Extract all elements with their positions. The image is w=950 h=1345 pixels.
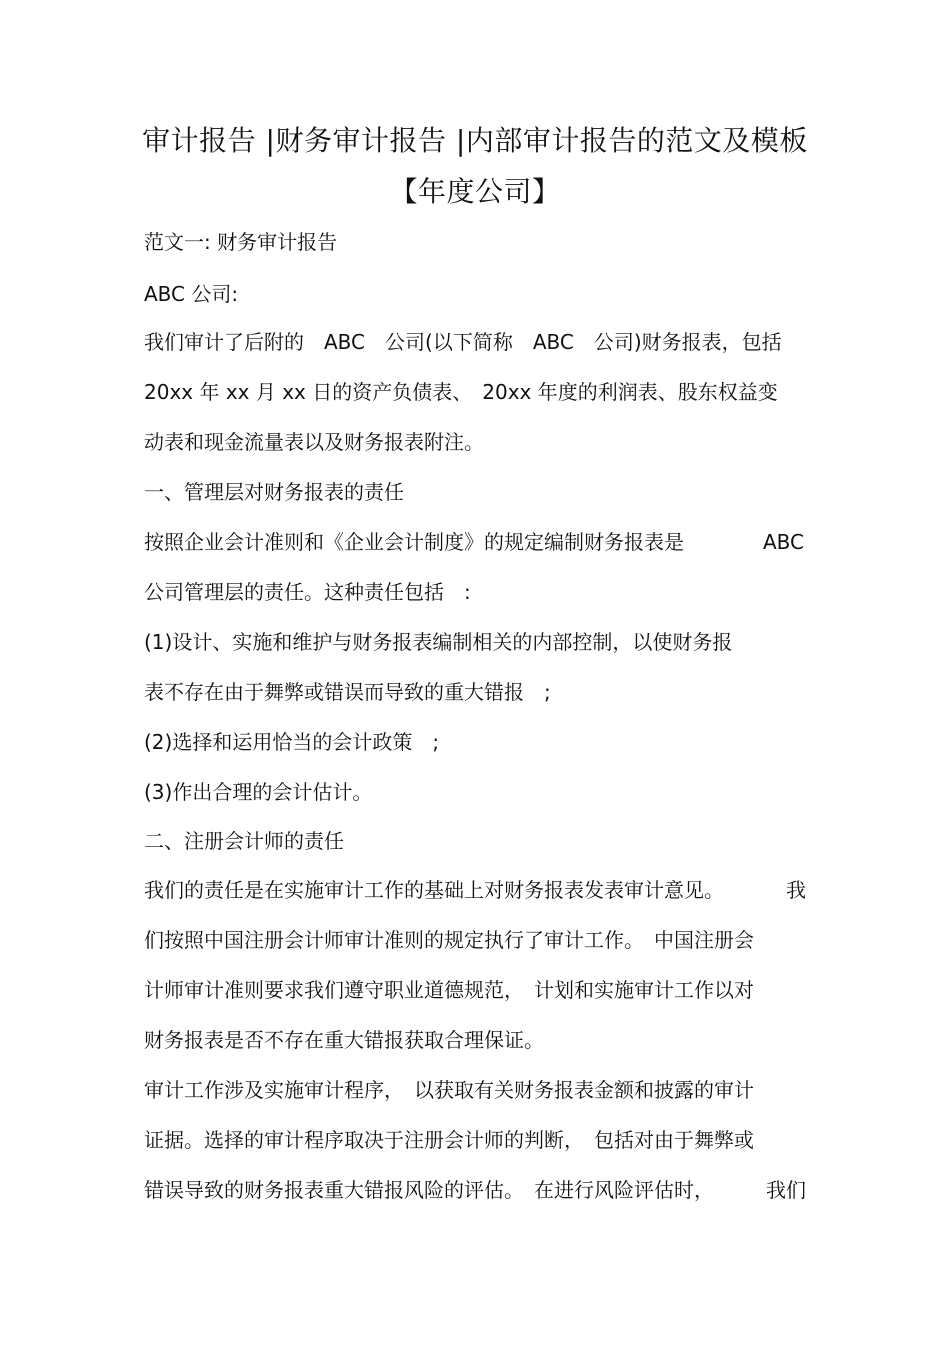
line-text-end: 我	[786, 878, 806, 902]
paragraph-line	[144, 875, 806, 905]
paragraph-line: 审计工作涉及实施审计程序， 以获取有关财务报表金额和披露的审计	[144, 1078, 754, 1102]
paragraph-line	[144, 1175, 806, 1205]
section-heading-auditor-responsibility: 二、注册会计师的责任	[144, 829, 344, 853]
line-text-end: 我们	[766, 1178, 806, 1202]
list-item-1-continued: 表不存在由于舞弊或错误而导致的重大错报 ;	[144, 680, 551, 704]
paragraph-line: 动表和现金流量表以及财务报表附注。	[144, 430, 484, 454]
paragraph-line: 我们审计了后附的 ABC 公司(以下简称 ABC 公司)财务报表，包括	[144, 330, 782, 354]
list-item-3: (3)作出合理的会计估计。	[144, 780, 373, 804]
paragraph-line: 20xx 年 xx 月 xx 日的资产负债表、 20xx 年度的利润表、股东权益变	[144, 380, 778, 404]
paragraph-line: 们按照中国注册会计师审计准则的规定执行了审计工作。 中国注册会	[144, 928, 754, 952]
document-title-line-1: 审计报告 |财务审计报告 |内部审计报告的范文及模板	[142, 124, 808, 157]
paragraph-line: 证据。选择的审计程序取决于注册会计师的判断， 包括对由于舞弊或	[144, 1128, 754, 1152]
section-heading-example-one: 范文一: 财务审计报告	[144, 230, 338, 254]
line-text: 按照企业会计准则和《企业会计制度》的规定编制财务报表是	[144, 530, 684, 554]
list-item-1: (1)设计、实施和维护与财务报表编制相关的内部控制，以使财务报	[144, 630, 733, 654]
paragraph-line: 公司管理层的责任。这种责任包括 :	[144, 580, 471, 604]
line-text: 我们的责任是在实施审计工作的基础上对财务报表发表审计意见。	[144, 878, 724, 902]
paragraph-line: 财务报表是否不存在重大错报获取合理保证。	[144, 1028, 544, 1052]
list-item-2: (2)选择和运用恰当的会计政策 ;	[144, 730, 440, 754]
line-text-end: ABC	[762, 530, 804, 554]
line-text: 错误导致的财务报表重大错报风险的评估。 在进行风险评估时，	[144, 1178, 714, 1202]
document-title-line-2: 【年度公司】	[389, 175, 561, 208]
paragraph-line	[144, 527, 804, 557]
section-heading-management-responsibility: 一、管理层对财务报表的责任	[144, 480, 404, 504]
paragraph-line: 计师审计准则要求我们遵守职业道德规范， 计划和实施审计工作以对	[144, 978, 754, 1002]
addressee-line: ABC 公司:	[144, 282, 239, 306]
